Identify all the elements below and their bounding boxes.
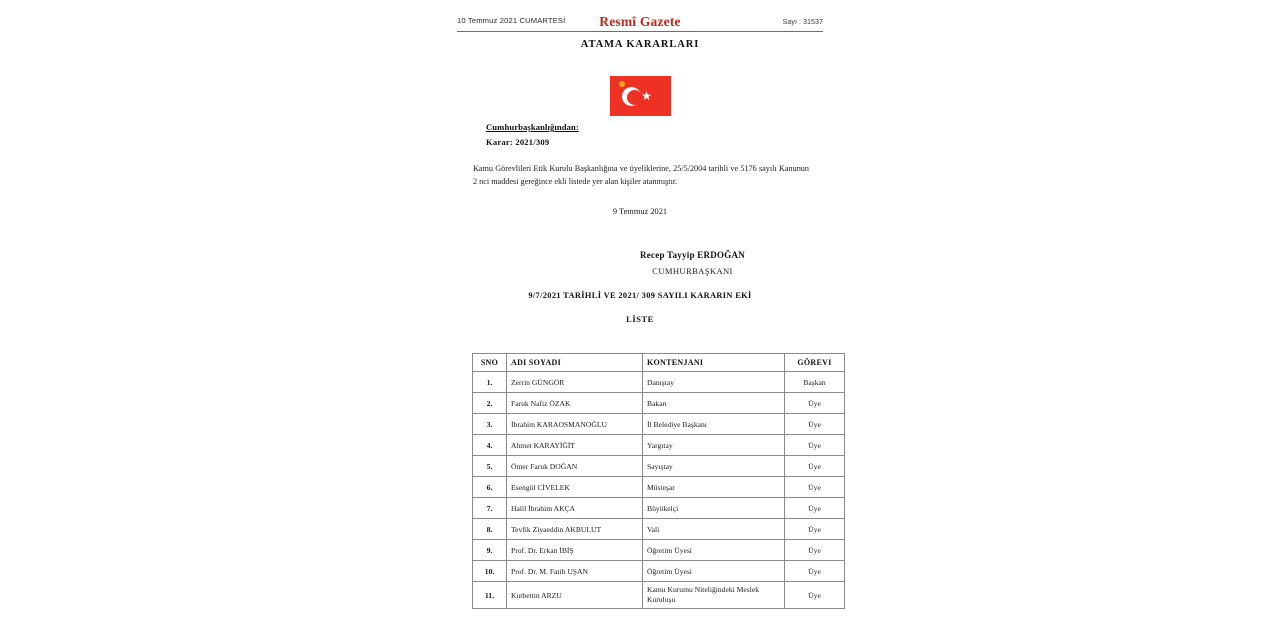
- flag-crescent-cutout: [627, 90, 642, 105]
- cell-name: Prof. Dr. Erkan İBİŞ: [507, 540, 643, 561]
- cell-role: Üye: [785, 582, 845, 609]
- cell-role: Üye: [785, 561, 845, 582]
- cell-name: Tevfik Ziyaeddin AKBULUT: [507, 519, 643, 540]
- decision-block: [457, 122, 823, 189]
- table-row: [473, 372, 845, 393]
- cell-sno: 11.: [473, 582, 507, 609]
- turkish-flag-icon: [610, 76, 671, 116]
- section-heading: ATAMA KARARLARI: [580, 39, 700, 50]
- table-header-row: [473, 354, 845, 372]
- cell-role: Üye: [785, 393, 845, 414]
- table-row: [473, 435, 845, 456]
- signatory-title: CUMHURBAŞKANI: [652, 266, 733, 276]
- cell-sno: 4.: [473, 435, 507, 456]
- flag-dot-artifact: [619, 81, 625, 87]
- table-body: [473, 372, 845, 609]
- cell-sno: 6.: [473, 477, 507, 498]
- cell-sno: 5.: [473, 456, 507, 477]
- table-row: [473, 540, 845, 561]
- cell-name: Prof. Dr. M. Fatih UŞAN: [507, 561, 643, 582]
- cell-quota: Vali: [643, 519, 785, 540]
- table-row: [473, 393, 845, 414]
- cell-sno: 3.: [473, 414, 507, 435]
- decision-date: 9 Temmuz 2021: [612, 207, 668, 216]
- cell-role: Üye: [785, 414, 845, 435]
- issuing-authority: Cumhurbaşkanlığından:: [486, 122, 579, 132]
- table-row: [473, 414, 845, 435]
- cell-role: Üye: [785, 456, 845, 477]
- column-header-quota: KONTENJANI: [643, 354, 785, 372]
- annex-title: 9/7/2021 TARİHLİ VE 2021/ 309 SAYILI KARARIN EKİ: [528, 291, 752, 300]
- column-header-sno: SNO: [473, 354, 507, 372]
- table-row: [473, 498, 845, 519]
- cell-name: İbrahim KARAOSMANOĞLU: [507, 414, 643, 435]
- cell-sno: 7.: [473, 498, 507, 519]
- cell-role: Üye: [785, 519, 845, 540]
- cell-quota: Müsteşar: [643, 477, 785, 498]
- signatory-name: Recep Tayyip ERDOĞAN: [639, 250, 745, 260]
- appointee-table: [472, 353, 845, 609]
- cell-role: Üye: [785, 540, 845, 561]
- table-row: [473, 561, 845, 582]
- cell-name: Faruk Nafiz ÖZAK: [507, 393, 643, 414]
- cell-quota: Öğretim Üyesi: [643, 540, 785, 561]
- column-header-role: GÖREVI: [785, 354, 845, 372]
- table-row: [473, 477, 845, 498]
- cell-quota: Sayıştay: [643, 456, 785, 477]
- column-header-name: ADI SOYADI: [507, 354, 643, 372]
- annex-subtitle: LİSTE: [626, 315, 654, 324]
- cell-role: Üye: [785, 435, 845, 456]
- cell-sno: 10.: [473, 561, 507, 582]
- cell-name: Ömer Faruk DOĞAN: [507, 456, 643, 477]
- cell-sno: 9.: [473, 540, 507, 561]
- masthead-issue-number: Sayı : 31537: [782, 17, 823, 26]
- cell-quota: Bakan: [643, 393, 785, 414]
- table-header: [473, 354, 845, 372]
- cell-name: Kutbettin ARZU: [507, 582, 643, 609]
- masthead-title: Resmî Gazete: [599, 14, 681, 29]
- cell-name: Halil İbrahim AKÇA: [507, 498, 643, 519]
- cell-sno: 2.: [473, 393, 507, 414]
- masthead-divider: [457, 31, 823, 32]
- cell-role: Başkan: [785, 372, 845, 393]
- cell-role: Üye: [785, 498, 845, 519]
- cell-quota: [643, 582, 785, 609]
- cell-quota: Büyükelçi: [643, 498, 785, 519]
- table-row: [473, 582, 845, 609]
- cell-role: Üye: [785, 477, 845, 498]
- cell-sno: 8.: [473, 519, 507, 540]
- decision-body-text: Kamu Görevlileri Etik Kurulu Başkanlığına ve üyeliklerine, 25/5/2004 tarihli ve 5176 sayılı Kanunun 2 nci maddesi gereğince ekli listede yer alan kişiler atanmıştır.: [473, 164, 809, 187]
- masthead: [457, 14, 823, 32]
- decision-number: Karar: 2021/309: [486, 137, 550, 147]
- cell-quota: İl Belediye Başkanı: [643, 414, 785, 435]
- cell-sno: 1.: [473, 372, 507, 393]
- cell-name: Esengül CİVELEK: [507, 477, 643, 498]
- cell-quota-text: Kamu Kurumu Niteliğindeki Meslek Kuruluşu: [647, 585, 759, 604]
- masthead-date: 10 Temmuz 2021 CUMARTESİ: [457, 16, 566, 25]
- cell-name: Zerrin GÜNGÖR: [507, 372, 643, 393]
- cell-quota: Öğretim Üyesi: [643, 561, 785, 582]
- cell-quota: Yargıtay: [643, 435, 785, 456]
- flag-star-icon: ★: [641, 89, 652, 103]
- table-row: [473, 456, 845, 477]
- table-row: [473, 519, 845, 540]
- cell-quota: Danıştay: [643, 372, 785, 393]
- cell-name: Ahmet KARAYİĞİT: [507, 435, 643, 456]
